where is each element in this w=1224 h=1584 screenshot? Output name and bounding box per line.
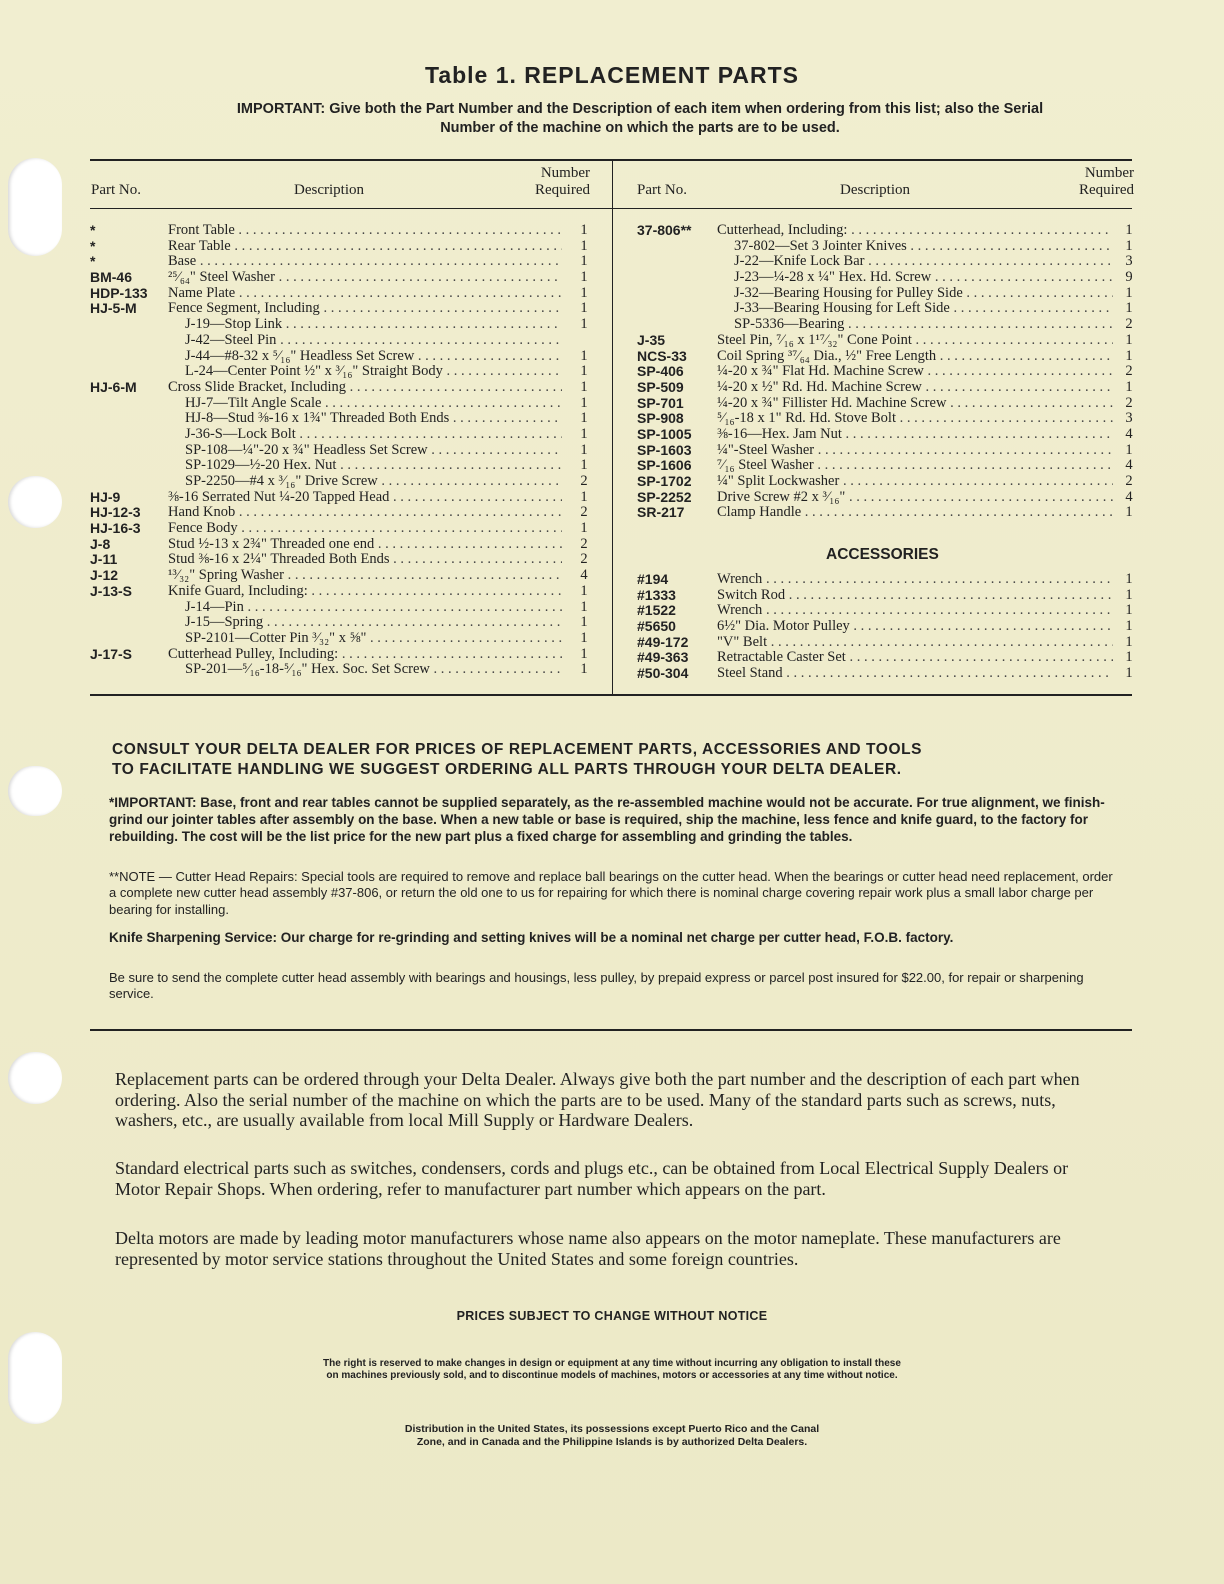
left-parts-list xyxy=(90,223,600,678)
header-number-required xyxy=(1064,165,1134,199)
quantity-required: 1 xyxy=(1125,602,1133,619)
part-description: ¼-20 x ¾" Flat Hd. Machine Screw . . . xyxy=(717,364,1113,380)
table-row xyxy=(90,631,600,647)
table-row xyxy=(637,650,1137,666)
quantity-required: 1 xyxy=(580,425,588,442)
table-row xyxy=(637,411,1137,427)
quantity-required: 3 xyxy=(1125,410,1133,427)
table-row xyxy=(637,239,1137,255)
part-description: HJ-8—Stud ⅜-16 x 1¾" Threaded Both Ends . . . xyxy=(185,411,562,427)
table-row xyxy=(637,223,1137,239)
part-number: J-35 xyxy=(637,331,666,348)
table-row xyxy=(637,603,1137,619)
table-row xyxy=(637,396,1137,412)
table-row xyxy=(637,443,1137,459)
part-number: SP-2252 xyxy=(637,488,692,505)
table-row xyxy=(90,333,600,349)
part-number: HJ-16-3 xyxy=(90,520,141,537)
part-number: #49-363 xyxy=(637,649,689,666)
part-number: HJ-9 xyxy=(90,488,121,505)
part-description: J-33—Bearing Housing for Left Side . . . xyxy=(734,301,1113,317)
table-row xyxy=(637,254,1137,270)
part-number: SP-1603 xyxy=(637,441,692,458)
part-description: J-22—Knife Lock Bar . . . xyxy=(734,254,1113,270)
part-description: Wrench . . . xyxy=(717,572,1113,588)
binder-hole xyxy=(8,476,62,528)
table-row xyxy=(90,552,600,568)
quantity-required: 1 xyxy=(580,629,588,646)
quantity-required: 1 xyxy=(580,284,588,301)
part-number: SP-1005 xyxy=(637,425,692,442)
part-description: Stud ½-13 x 2¾" Threaded one end . . . xyxy=(168,537,562,553)
part-description: Hand Knob . . . xyxy=(168,505,562,521)
quantity-required: 1 xyxy=(1125,222,1133,238)
table-row xyxy=(90,223,600,239)
shipping-note: Be sure to send the complete cutter head assembly with bearings and housings, less pulley, by prepaid express or parcel post insured for $22.00, for repair or sharpening service. xyxy=(109,970,1084,1002)
table-row xyxy=(90,647,600,663)
part-description: J-32—Bearing Housing for Pulley Side . . . xyxy=(734,286,1113,302)
part-description: SP-1029—½-20 Hex. Nut . . . xyxy=(185,458,562,474)
quantity-required: 2 xyxy=(1125,363,1133,380)
page-title: Table 1. REPLACEMENT PARTS xyxy=(424,62,800,88)
part-number: #1333 xyxy=(637,586,676,603)
table-row xyxy=(637,286,1137,302)
quantity-required: 1 xyxy=(580,222,588,238)
binder-hole xyxy=(8,1052,62,1104)
table-row xyxy=(637,474,1137,490)
motors-paragraph: Delta motors are made by leading motor manufacturers whose name also appears on the motor nameplate. These manufacturers are represented by motor service stations throughout the United States and some foreign countries. xyxy=(115,1228,1061,1269)
table-row xyxy=(90,600,600,616)
header-number: Number xyxy=(540,165,590,181)
quantity-required: 3 xyxy=(1125,253,1133,270)
quantity-required: 1 xyxy=(580,378,588,395)
distribution-line: Distribution in the United States, its possessions except Puerto Rico and the Canal xyxy=(404,1423,820,1435)
part-number: NCS-33 xyxy=(637,347,687,364)
part-description: SP-2101—Cotter Pin ³⁄₃₂" x ⅝" . . . xyxy=(185,631,562,647)
part-description: Steel Pin, ⁷⁄₁₆ x 1¹⁷⁄₃₂" Cone Point . . . xyxy=(717,333,1113,349)
part-description: ⅜-16—Hex. Jam Nut . . . xyxy=(717,427,1113,443)
table-row xyxy=(90,286,600,302)
quantity-required: 1 xyxy=(1125,633,1133,650)
table-row xyxy=(637,349,1137,365)
table-row xyxy=(90,254,600,270)
quantity-required: 2 xyxy=(580,473,588,489)
part-number: #50-304 xyxy=(637,665,689,682)
rights-reserved-notice xyxy=(0,1358,1224,1382)
part-number: HJ-12-3 xyxy=(90,504,141,521)
table-row xyxy=(637,572,1137,588)
quantity-required: 4 xyxy=(1125,488,1133,505)
part-number: * xyxy=(90,237,96,254)
part-description: Front Table . . . xyxy=(168,223,562,239)
quantity-required: 1 xyxy=(1125,237,1133,254)
table-row xyxy=(90,537,600,553)
table-row xyxy=(90,427,600,443)
part-number: SP-701 xyxy=(637,394,684,411)
quantity-required: 1 xyxy=(1125,571,1133,587)
part-description: ⁵⁄₁₆-18 x 1" Rd. Hd. Stove Bolt . . . xyxy=(717,411,1113,427)
part-number: J-17-S xyxy=(90,645,133,662)
consult-line: TO FACILITATE HANDLING WE SUGGEST ORDERING ALL PARTS THROUGH YOUR DELTA DEALER. xyxy=(112,761,902,778)
part-number: #49-172 xyxy=(637,633,689,650)
part-description: ¼" Split Lockwasher . . . xyxy=(717,474,1113,490)
part-description: Knife Guard, Including: . . . xyxy=(168,584,562,600)
part-description: L-24—Center Point ½" x ³⁄₁₆" Straight Body . . . xyxy=(185,364,562,380)
part-description: Steel Stand . . . xyxy=(717,666,1113,682)
part-description: Clamp Handle . . . xyxy=(717,505,1113,521)
quantity-required: 1 xyxy=(580,269,588,286)
quantity-required: 1 xyxy=(580,410,588,427)
part-description: Drive Screw #2 x ³⁄₁₆" . . . xyxy=(717,490,1113,506)
table-row xyxy=(637,458,1137,474)
part-description: HJ-7—Tilt Angle Scale . . . xyxy=(185,396,562,412)
accessories-heading: ACCESSORIES xyxy=(826,546,939,563)
part-description: SP-108—¼"-20 x ¾" Headless Set Screw . . . xyxy=(185,443,562,459)
right-parts-list xyxy=(637,223,1137,521)
part-number: J-11 xyxy=(90,551,118,568)
part-description: ¼"-Steel Washer . . . xyxy=(717,443,1113,459)
table-row xyxy=(90,396,600,412)
header-description: Description xyxy=(294,182,364,198)
table-row xyxy=(637,588,1137,604)
part-description: ⅜-16 Serrated Nut ¼-20 Tapped Head . . . xyxy=(168,490,562,506)
ordering-paragraph: Replacement parts can be ordered through your Delta Dealer. Always give both the part number and the description of each part when ordering. Also the serial number of the machine on which the parts are to be used. Many of the standard parts such as screws, nuts, washers, etc., are usually available from local Mill Supply or Hardware Dealers. xyxy=(115,1069,1080,1130)
quantity-required: 1 xyxy=(1125,331,1133,348)
quantity-required: 1 xyxy=(1125,618,1133,635)
quantity-required: 1 xyxy=(580,253,588,270)
consult-line: CONSULT YOUR DELTA DEALER FOR PRICES OF REPLACEMENT PARTS, ACCESSORIES AND TOOLS xyxy=(112,741,923,758)
quantity-required: 1 xyxy=(1125,347,1133,364)
table-row xyxy=(90,380,600,396)
part-description: Name Plate . . . xyxy=(168,286,562,302)
part-description: J-44—#8-32 x ⁵⁄₁₆" Headless Set Screw . . . xyxy=(185,349,562,365)
quantity-required: 9 xyxy=(1125,269,1133,286)
quantity-required: 2 xyxy=(1125,316,1133,333)
quantity-required: 2 xyxy=(580,535,588,552)
quantity-required: 1 xyxy=(580,316,588,333)
table-row xyxy=(637,619,1137,635)
table-row xyxy=(90,301,600,317)
quantity-required: 1 xyxy=(1125,586,1133,603)
part-description: Base . . . xyxy=(168,254,562,270)
part-description: J-14—Pin . . . xyxy=(185,600,562,616)
part-number: J-12 xyxy=(90,567,119,584)
table-row xyxy=(637,505,1137,521)
rights-line: The right is reserved to make changes in design or equipment at any time without incurring any obligation to install these xyxy=(323,1358,901,1369)
quantity-required: 4 xyxy=(580,567,588,584)
part-number: J-13-S xyxy=(90,582,133,599)
table-row xyxy=(90,270,600,286)
part-description: Cutterhead, Including: . . . xyxy=(717,223,1113,239)
quantity-required: 1 xyxy=(580,363,588,380)
table-row xyxy=(637,317,1137,333)
knife-sharpening-note: Knife Sharpening Service: Our charge for re-grinding and setting knives will be a nominal net charge per cutter head, F.O.B. factory. xyxy=(109,930,954,945)
part-description: Wrench . . . xyxy=(717,603,1113,619)
quantity-required: 1 xyxy=(580,457,588,474)
accessories-list xyxy=(637,572,1137,682)
header-number: Number xyxy=(1084,165,1134,181)
table-row xyxy=(637,270,1137,286)
quantity-required: 1 xyxy=(580,347,588,364)
quantity-required: 1 xyxy=(580,582,588,599)
header-number-required xyxy=(520,165,590,199)
table-row xyxy=(90,584,600,600)
part-number: J-8 xyxy=(90,535,111,552)
rights-line: on machines previously sold, and to discontinue models of machines, motors or accessories at any time without notice. xyxy=(326,1370,898,1381)
quantity-required: 2 xyxy=(580,504,588,521)
part-description: Retractable Caster Set . . . xyxy=(717,650,1113,666)
part-description: ¼-20 x ¾" Fillister Hd. Machine Screw . . . xyxy=(717,396,1113,412)
part-number: HDP-133 xyxy=(90,284,148,301)
part-number: SP-1606 xyxy=(637,457,692,474)
part-description: Switch Rod . . . xyxy=(717,588,1113,604)
part-description: ¼-20 x ½" Rd. Hd. Machine Screw . . . xyxy=(717,380,1113,396)
table-row xyxy=(90,458,600,474)
quantity-required: 1 xyxy=(580,441,588,458)
table-bottom-rule xyxy=(90,694,1132,696)
quantity-required: 1 xyxy=(1125,504,1133,521)
quantity-required: 1 xyxy=(580,394,588,411)
part-number: SR-217 xyxy=(637,504,685,521)
part-number: HJ-5-M xyxy=(90,300,137,317)
part-description: J-36-S—Lock Bolt . . . xyxy=(185,427,562,443)
part-description: SP-5336—Bearing . . . xyxy=(734,317,1113,333)
quantity-required: 2 xyxy=(1125,473,1133,489)
distribution-line: Zone, and in Canada and the Philippine Islands is by authorized Delta Dealers. xyxy=(416,1435,808,1448)
part-number: SP-1702 xyxy=(637,473,692,489)
table-row xyxy=(90,364,600,380)
quantity-required: 1 xyxy=(1125,284,1133,301)
header-description: Description xyxy=(840,182,910,198)
part-number: SP-509 xyxy=(637,378,684,395)
table-row xyxy=(90,349,600,365)
part-description: Fence Segment, Including . . . xyxy=(168,301,562,317)
table-row xyxy=(90,662,600,678)
table-row xyxy=(90,521,600,537)
table-row xyxy=(90,443,600,459)
instructions-line: IMPORTANT: Give both the Part Number and the Description of each item when ordering from this list; also the Serial xyxy=(236,101,1044,117)
part-number: #194 xyxy=(637,571,669,587)
quantity-required: 1 xyxy=(1125,649,1133,666)
part-description: ¹³⁄₃₂" Spring Washer . . . xyxy=(168,568,562,584)
quantity-required: 1 xyxy=(580,661,588,678)
part-description: "V" Belt . . . xyxy=(717,635,1113,651)
part-description: Fence Body . . . xyxy=(168,521,562,537)
part-description: J-23—¼-28 x ¼" Hex. Hd. Screw . . . xyxy=(734,270,1113,286)
binder-hole xyxy=(8,158,62,256)
quantity-required: 1 xyxy=(580,598,588,615)
quantity-required: 4 xyxy=(1125,425,1133,442)
quantity-required: 1 xyxy=(1125,300,1133,317)
part-number: SP-406 xyxy=(637,363,684,380)
part-number: * xyxy=(90,222,96,238)
part-description: ²⁵⁄₆₄" Steel Washer . . . xyxy=(168,270,562,286)
table-row xyxy=(90,505,600,521)
part-description: Stud ⅜-16 x 2¼" Threaded Both Ends . . . xyxy=(168,552,562,568)
table-row xyxy=(637,490,1137,506)
table-row xyxy=(637,380,1137,396)
part-description: J-42—Steel Pin . . . xyxy=(185,333,562,349)
table-row xyxy=(90,490,600,506)
consult-dealer-notice xyxy=(112,740,1112,780)
part-description: J-19—Stop Link . . . xyxy=(185,317,562,333)
part-description: Cross Slide Bracket, Including . . . xyxy=(168,380,562,396)
quantity-required: 2 xyxy=(1125,394,1133,411)
part-number: SP-908 xyxy=(637,410,684,427)
quantity-required: 1 xyxy=(1125,378,1133,395)
quantity-required: 1 xyxy=(580,488,588,505)
table-row xyxy=(637,364,1137,380)
part-description: 6½" Dia. Motor Pulley . . . xyxy=(717,619,1113,635)
table-column-divider xyxy=(612,159,613,695)
part-description: Rear Table . . . xyxy=(168,239,562,255)
ordering-instructions xyxy=(140,100,1140,138)
part-description: SP-2250—#4 x ³⁄₁₆" Drive Screw . . . xyxy=(185,474,562,490)
quantity-required: 1 xyxy=(580,237,588,254)
part-number: 37-806** xyxy=(637,222,692,238)
table-row xyxy=(90,411,600,427)
quantity-required: 1 xyxy=(1125,441,1133,458)
header-required: Required xyxy=(535,182,590,198)
table-row xyxy=(637,427,1137,443)
distribution-notice xyxy=(0,1423,1224,1448)
part-number: #1522 xyxy=(637,602,676,619)
part-description: Coil Spring ³⁷⁄₆₄ Dia., ½" Free Length . . . xyxy=(717,349,1113,365)
header-part-no: Part No. xyxy=(91,182,141,198)
table-row xyxy=(90,239,600,255)
part-description: 37-802—Set 3 Jointer Knives . . . xyxy=(734,239,1113,255)
cutter-head-repair-note: **NOTE — Cutter Head Repairs: Special tools are required to remove and replace ball bearings on the cutter head. When the bearings or cutter head need replacement, order a complete new cutter head assembly #37-806, or return the old one to us for repairing for which there is nominal charge covering repair work plus a small labor charge per bearing for installing. xyxy=(109,869,1113,917)
instructions-line: Number of the machine on which the parts are to be used. xyxy=(440,120,840,136)
table-top-rule xyxy=(90,159,1132,161)
part-description: ⁷⁄₁₆ Steel Washer . . . xyxy=(717,458,1113,474)
header-part-no: Part No. xyxy=(637,182,687,198)
section-rule xyxy=(90,1029,1132,1031)
table-row xyxy=(637,666,1137,682)
quantity-required: 1 xyxy=(580,614,588,631)
table-row xyxy=(637,635,1137,651)
binder-hole xyxy=(8,766,62,816)
table-row xyxy=(637,333,1137,349)
part-description: J-15—Spring . . . xyxy=(185,615,562,631)
quantity-required: 1 xyxy=(580,520,588,537)
part-description: Cutterhead Pulley, Including: . . . xyxy=(168,647,562,663)
table-header-rule xyxy=(90,208,1132,209)
important-base-note: *IMPORTANT: Base, front and rear tables cannot be supplied separately, as the re-assembled machine would not be accurate. For true alignment, we finish-grind our jointer tables after assembly on the base. When a new table or base is required, ship the machine, less fence and knife guard, to the factory for rebuilding. The cost will be the list price for the new part plus a fixed charge for assembling and grinding the tables. xyxy=(109,795,1105,844)
part-description: SP-201—⁵⁄₁₆-18-⁵⁄₁₆" Hex. Soc. Set Screw . . . xyxy=(185,662,562,678)
prices-notice: PRICES SUBJECT TO CHANGE WITHOUT NOTICE xyxy=(456,1309,768,1323)
part-number: * xyxy=(90,253,96,270)
table-row xyxy=(637,301,1137,317)
electrical-paragraph: Standard electrical parts such as switches, condensers, cords and plugs etc., can be obtained from Local Electrical Supply Dealers or Motor Repair Shops. When ordering, refer to manufacturer part number which appears on the part. xyxy=(115,1158,1069,1199)
quantity-required: 4 xyxy=(1125,457,1133,474)
header-required: Required xyxy=(1079,182,1134,198)
quantity-required: 1 xyxy=(580,645,588,662)
quantity-required: 2 xyxy=(580,551,588,568)
table-row xyxy=(90,568,600,584)
part-number: #5650 xyxy=(637,618,676,635)
part-number: HJ-6-M xyxy=(90,378,137,395)
quantity-required: 1 xyxy=(580,300,588,317)
table-row xyxy=(90,317,600,333)
part-number: BM-46 xyxy=(90,269,133,286)
table-row xyxy=(90,615,600,631)
table-row xyxy=(90,474,600,490)
quantity-required: 1 xyxy=(1125,665,1133,682)
